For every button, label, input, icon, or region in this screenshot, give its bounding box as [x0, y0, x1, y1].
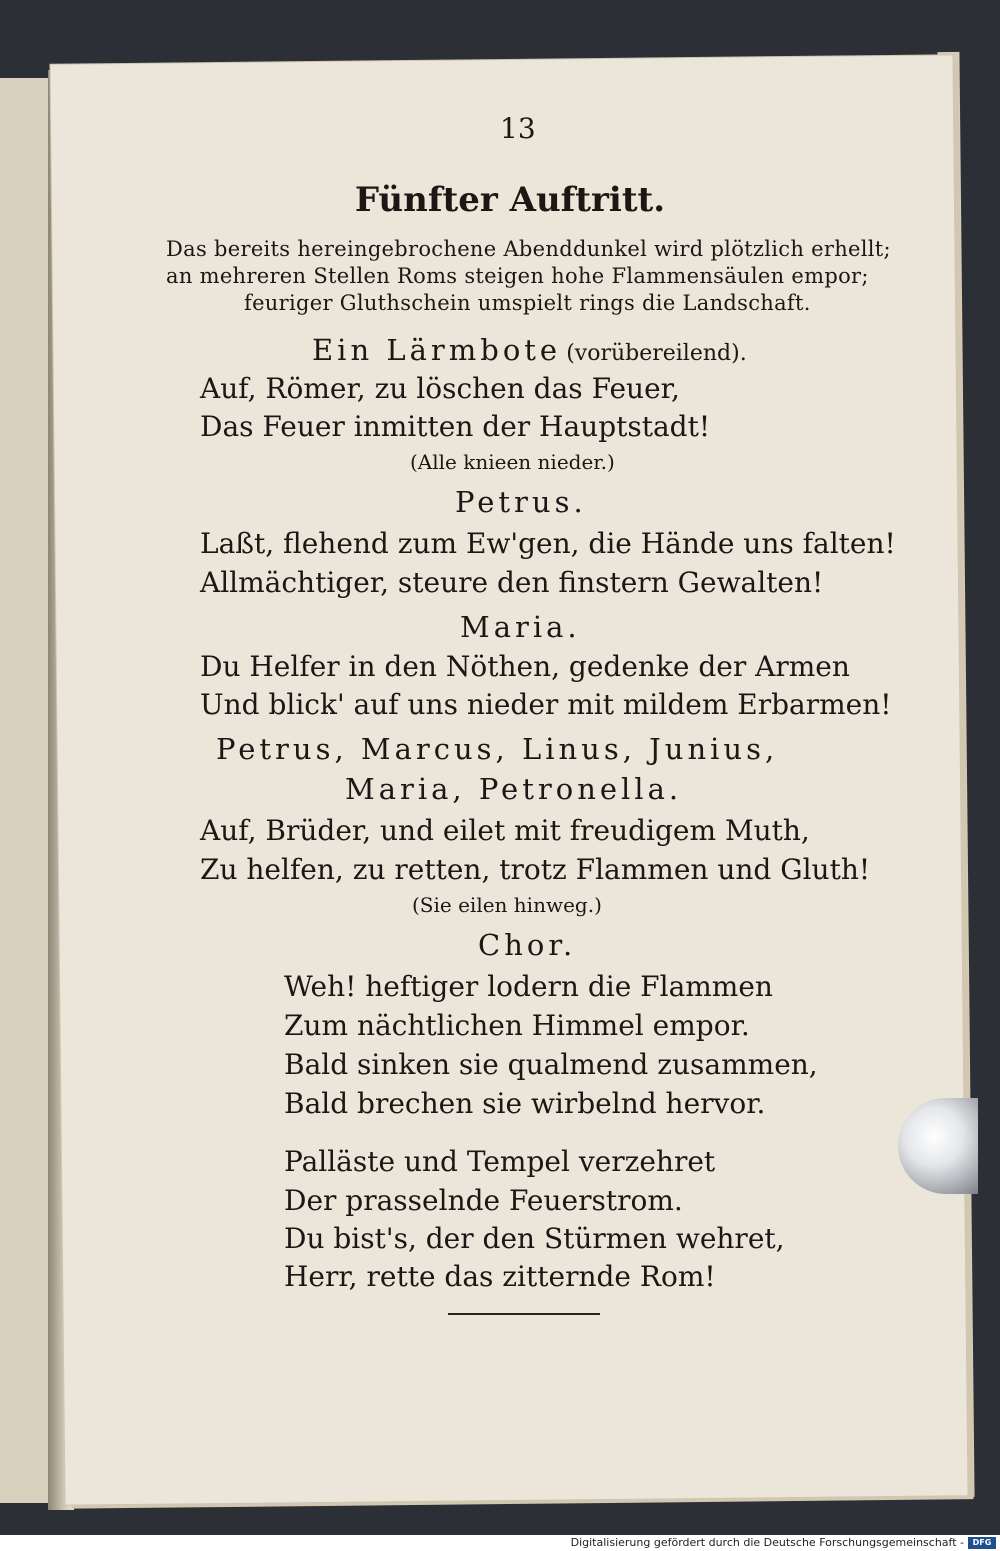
- verse-line: Auf, Römer, zu löschen das Feuer,: [200, 372, 680, 405]
- speaker-petrus: Petrus.: [455, 485, 587, 519]
- verse-line: Zum nächtlichen Himmel empor.: [284, 1009, 750, 1042]
- speaker-name: Ein Lärmbote: [312, 333, 562, 367]
- speaker-maria: Maria.: [460, 610, 581, 644]
- scene-title: Fünfter Auftritt.: [354, 180, 666, 220]
- verse-line: Herr, rette das zitternde Rom!: [284, 1260, 716, 1293]
- verse-line: Der prasselnde Feuerstrom.: [284, 1184, 683, 1217]
- page-number: 13: [500, 112, 536, 145]
- speaker-note: (vorübereilend).: [566, 341, 747, 366]
- verse-line: Du bist's, der den Stürmen wehret,: [284, 1222, 785, 1255]
- stage-direction: (Alle knieen nieder.): [410, 450, 615, 474]
- dfg-logo: DFG: [968, 1537, 996, 1549]
- stage-direction: (Sie eilen hinweg.): [412, 893, 602, 917]
- verse-line: Bald brechen sie wirbelnd hervor.: [284, 1087, 766, 1120]
- verse-line: Palläste und Tempel verzehret: [284, 1145, 716, 1178]
- end-rule: [448, 1313, 600, 1315]
- stage-direction-line-2: an mehreren Stellen Roms steigen hohe Flammensäulen empor;: [166, 264, 869, 288]
- digitization-footer: [0, 1535, 1000, 1551]
- verse-line: Und blick' auf uns nieder mit mildem Erbarmen!: [200, 688, 892, 721]
- speaker-chor: Chor.: [478, 928, 577, 962]
- stage-direction-line-1: Das bereits hereingebrochene Abenddunkel wird plötzlich erhellt;: [166, 237, 891, 261]
- speakers-line-1: Petrus, Marcus, Linus, Junius,: [216, 732, 779, 766]
- verse-line: Bald sinken sie qualmend zusammen,: [284, 1048, 818, 1081]
- funding-credit: Digitalisierung gefördert durch die Deutsche Forschungsgemeinschaft -: [570, 1536, 964, 1549]
- verse-line: Weh! heftiger lodern die Flammen: [284, 970, 773, 1003]
- verse-line: Allmächtiger, steure den finstern Gewalten!: [200, 566, 824, 599]
- verse-line: Zu helfen, zu retten, trotz Flammen und Gluth!: [200, 853, 871, 886]
- speaker-laermbote: [312, 333, 747, 367]
- speakers-line-2: Maria, Petronella.: [345, 772, 683, 806]
- stage-direction-line-3: feuriger Gluthschein umspielt rings die Landschaft.: [244, 291, 811, 315]
- verse-line: Du Helfer in den Nöthen, gedenke der Armen: [200, 650, 850, 683]
- verse-line: Auf, Brüder, und eilet mit freudigem Muth,: [200, 814, 810, 847]
- verse-line: Laßt, flehend zum Ew'gen, die Hände uns falten!: [200, 527, 896, 560]
- verse-line: Das Feuer inmitten der Hauptstadt!: [200, 410, 711, 443]
